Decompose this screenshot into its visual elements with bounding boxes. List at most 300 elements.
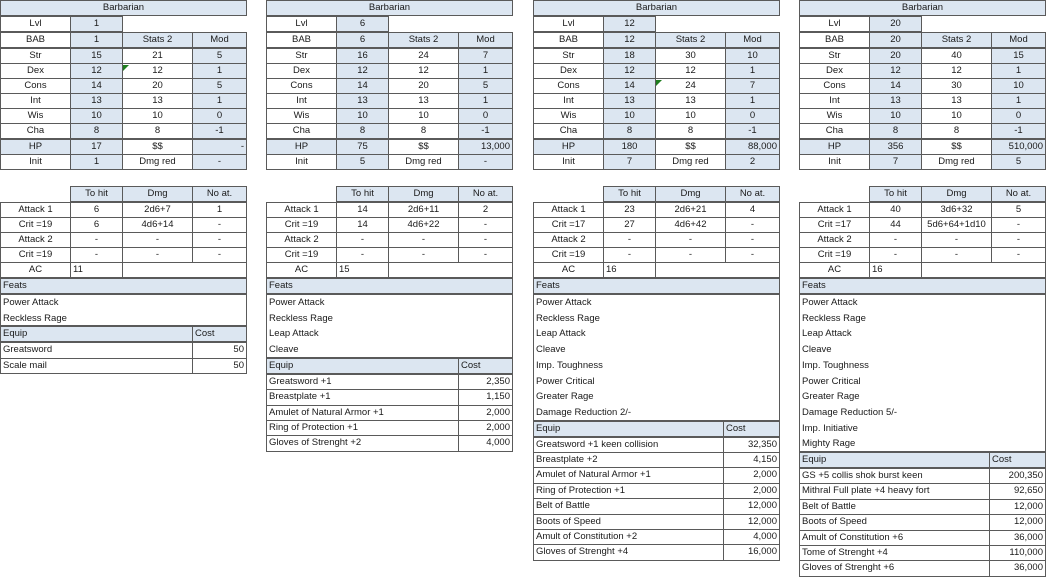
stat-base-cell[interactable]: 12 [70,63,123,79]
ac-blank-cell[interactable] [921,262,1046,278]
stat-base-cell[interactable]: 12 [869,63,922,79]
sheet-title-cell[interactable]: Barbarian [533,0,780,16]
dmg-red-label-cell[interactable]: Dmg red [921,154,992,170]
stat-name-cell[interactable]: Cons [0,78,71,94]
init-label-cell[interactable]: Init [799,154,870,170]
stat-base-cell[interactable]: 14 [70,78,123,94]
attack-dmg-cell[interactable]: 4d6+42 [655,217,726,233]
stat-base-cell[interactable]: 14 [869,78,922,94]
ac-value-cell[interactable]: 11 [70,262,123,278]
hp-value-cell[interactable]: 75 [336,139,389,155]
stat-base-cell[interactable]: 14 [336,78,389,94]
attack-tohit-cell[interactable]: - [603,247,656,263]
stat-stats2-cell[interactable]: 13 [122,93,193,109]
stat-stats2-cell[interactable]: 10 [921,108,992,124]
attack-tohit-cell[interactable]: 27 [603,217,656,233]
gp-value-cell[interactable]: 13,000 [458,139,513,155]
attack-noat-cell[interactable]: - [458,247,513,263]
attack-noat-cell[interactable]: - [192,232,247,248]
equip-cost-cell[interactable]: 36,000 [989,530,1046,546]
stat-mod-cell[interactable]: 5 [458,78,513,94]
attack-dmg-cell[interactable]: - [388,232,459,248]
attack-name-cell[interactable]: Attack 2 [799,232,870,248]
equip-cost-cell[interactable]: 32,350 [723,437,780,453]
ac-blank-cell[interactable] [388,262,513,278]
stat-name-cell[interactable]: Wis [266,108,337,124]
attack-name-cell[interactable]: Attack 1 [799,202,870,218]
attack-name-cell[interactable]: Crit =19 [266,217,337,233]
attack-tohit-cell[interactable]: - [70,247,123,263]
equip-cost-cell[interactable]: 12,000 [989,514,1046,530]
equip-item-cell[interactable]: GS +5 collis shok burst keen [799,468,990,484]
stat-stats2-cell[interactable]: 12 [655,63,726,79]
attack-tohit-cell[interactable]: 6 [70,217,123,233]
stat-mod-cell[interactable]: 1 [725,93,780,109]
stat-name-cell[interactable]: Wis [0,108,71,124]
stat-name-cell[interactable]: Dex [533,63,604,79]
stat-stats2-cell[interactable]: 8 [122,123,193,139]
feat-item[interactable]: Imp. Toughness [536,359,603,371]
hp-value-cell[interactable]: 356 [869,139,922,155]
attack-noat-cell[interactable]: 4 [725,202,780,218]
init-value-cell[interactable]: 7 [869,154,922,170]
attack-name-cell[interactable]: Attack 1 [533,202,604,218]
bab-label-cell[interactable]: BAB [799,32,870,48]
stat-mod-cell[interactable]: -1 [458,123,513,139]
stat-mod-cell[interactable]: 0 [725,108,780,124]
stat-name-cell[interactable]: Cons [266,78,337,94]
equip-cost-cell[interactable]: 200,350 [989,468,1046,484]
hp-value-cell[interactable]: 180 [603,139,656,155]
gp-value-cell[interactable]: 88,000 [725,139,780,155]
hp-label-cell[interactable]: HP [266,139,337,155]
gp-value-cell[interactable]: 510,000 [991,139,1046,155]
gp-value-cell[interactable]: - [192,139,247,155]
stat-name-cell[interactable]: Int [533,93,604,109]
init-label-cell[interactable]: Init [266,154,337,170]
sheet-title-cell[interactable]: Barbarian [0,0,247,16]
attack-noat-cell[interactable]: 1 [192,202,247,218]
attack-name-cell[interactable]: Attack 1 [0,202,71,218]
comment-marker-icon[interactable] [656,80,662,86]
feat-item[interactable]: Leap Attack [269,328,319,340]
mod-header-cell[interactable]: Mod [192,32,247,48]
attack-dmg-cell[interactable]: 5d6+64+1d10 [921,217,992,233]
feat-item[interactable]: Greater Rage [536,391,594,403]
stat-stats2-cell[interactable]: 10 [122,108,193,124]
attack-dmg-cell[interactable]: - [122,232,193,248]
stat-mod-cell[interactable]: 0 [991,108,1046,124]
equip-cost-cell[interactable]: 12,000 [723,498,780,514]
attack-noat-cell[interactable]: 2 [458,202,513,218]
tohit-header-cell[interactable]: To hit [70,186,123,202]
attack-name-cell[interactable]: Crit =19 [533,247,604,263]
attack-name-cell[interactable]: Crit =19 [799,247,870,263]
attack-noat-cell[interactable]: - [991,232,1046,248]
attack-noat-cell[interactable]: - [991,217,1046,233]
equip-cost-cell[interactable]: 110,000 [989,545,1046,561]
attack-noat-cell[interactable]: - [192,217,247,233]
attack-tohit-cell[interactable]: 44 [869,217,922,233]
feat-item[interactable]: Cleave [802,344,832,356]
stat-base-cell[interactable]: 10 [336,108,389,124]
attack-tohit-cell[interactable]: 23 [603,202,656,218]
attack-dmg-cell[interactable]: - [388,247,459,263]
attack-noat-cell[interactable]: - [725,232,780,248]
ac-label-cell[interactable]: AC [799,262,870,278]
stat-stats2-cell[interactable]: 13 [388,93,459,109]
dmg-header-cell[interactable]: Dmg [655,186,726,202]
lvl-value-cell[interactable]: 1 [70,16,123,32]
stat-stats2-cell[interactable]: 13 [921,93,992,109]
stat-base-cell[interactable]: 13 [869,93,922,109]
attack-dmg-cell[interactable]: 2d6+11 [388,202,459,218]
bab-value-cell[interactable]: 6 [336,32,389,48]
ac-value-cell[interactable]: 16 [603,262,656,278]
feat-item[interactable]: Power Attack [536,297,592,308]
stat-base-cell[interactable]: 15 [70,48,123,64]
feat-item[interactable]: Cleave [536,344,566,356]
stat-base-cell[interactable]: 8 [869,123,922,139]
stats2-header-cell[interactable]: Stats 2 [122,32,193,48]
equip-cost-cell[interactable]: 2,000 [458,420,513,436]
lvl-label-cell[interactable]: Lvl [533,16,604,32]
equip-item-cell[interactable]: Breastplate +1 [266,389,459,405]
attack-dmg-cell[interactable]: - [921,232,992,248]
attack-dmg-cell[interactable]: 4d6+14 [122,217,193,233]
attack-name-cell[interactable]: Crit =19 [0,247,71,263]
gp-label-cell[interactable]: $$ [655,139,726,155]
stat-mod-cell[interactable]: 10 [725,48,780,64]
stat-mod-cell[interactable]: -1 [991,123,1046,139]
stat-mod-cell[interactable]: 10 [991,78,1046,94]
stat-base-cell[interactable]: 10 [603,108,656,124]
mod-header-cell[interactable]: Mod [458,32,513,48]
feat-item[interactable]: Damage Reduction 2/- [536,406,632,418]
noat-header-cell[interactable]: No at. [458,186,513,202]
stat-name-cell[interactable]: Str [0,48,71,64]
attack-tohit-cell[interactable]: - [869,247,922,263]
stat-mod-cell[interactable]: 7 [458,48,513,64]
bab-value-cell[interactable]: 20 [869,32,922,48]
dmg-header-cell[interactable]: Dmg [122,186,193,202]
lvl-value-cell[interactable]: 6 [336,16,389,32]
stat-mod-cell[interactable]: 1 [458,93,513,109]
equip-cost-cell[interactable]: 4,150 [723,452,780,468]
attack-dmg-cell[interactable]: 2d6+7 [122,202,193,218]
stat-stats2-cell[interactable]: 8 [655,123,726,139]
equip-cost-cell[interactable]: 12,000 [723,514,780,530]
equip-item-cell[interactable]: Gloves of Strenght +4 [533,544,724,560]
attack-tohit-cell[interactable]: - [869,232,922,248]
stat-stats2-cell[interactable]: 40 [921,48,992,64]
attack-noat-cell[interactable]: - [458,232,513,248]
lvl-value-cell[interactable]: 20 [869,16,922,32]
attack-name-cell[interactable]: Crit =19 [266,247,337,263]
stat-base-cell[interactable]: 8 [603,123,656,139]
stat-name-cell[interactable]: Str [533,48,604,64]
dmg-header-cell[interactable]: Dmg [921,186,992,202]
attack-noat-cell[interactable]: - [991,247,1046,263]
hp-label-cell[interactable]: HP [0,139,71,155]
init-value-cell[interactable]: 1 [70,154,123,170]
noat-header-cell[interactable]: No at. [725,186,780,202]
feat-item[interactable]: Power Critical [802,375,861,387]
stat-stats2-cell[interactable]: 30 [921,78,992,94]
attack-tohit-cell[interactable]: - [336,232,389,248]
init-value-cell[interactable]: 5 [336,154,389,170]
stat-stats2-cell[interactable]: 13 [655,93,726,109]
ac-label-cell[interactable]: AC [533,262,604,278]
feat-item[interactable]: Imp. Toughness [802,359,869,371]
hp-value-cell[interactable]: 17 [70,139,123,155]
hp-label-cell[interactable]: HP [799,139,870,155]
ac-label-cell[interactable]: AC [266,262,337,278]
stat-mod-cell[interactable]: 1 [192,63,247,79]
sheet-title-cell[interactable]: Barbarian [266,0,513,16]
attack-dmg-cell[interactable]: 4d6+22 [388,217,459,233]
stat-stats2-cell[interactable]: 12 [388,63,459,79]
stat-stats2-cell[interactable]: 24 [655,78,726,94]
equip-item-cell[interactable]: Belt of Battle [799,499,990,515]
attack-tohit-cell[interactable]: - [336,247,389,263]
attack-tohit-cell[interactable]: 14 [336,202,389,218]
stat-name-cell[interactable]: Wis [799,108,870,124]
stat-stats2-cell[interactable]: 20 [388,78,459,94]
stat-name-cell[interactable]: Str [266,48,337,64]
stat-mod-cell[interactable]: 0 [192,108,247,124]
stat-base-cell[interactable]: 18 [603,48,656,64]
equip-cost-cell[interactable]: 12,000 [989,499,1046,515]
equip-item-cell[interactable]: Greatsword +1 [266,374,459,390]
stats2-header-cell[interactable]: Stats 2 [655,32,726,48]
stat-name-cell[interactable]: Dex [0,63,71,79]
equip-item-cell[interactable]: Boots of Speed [799,514,990,530]
attack-tohit-cell[interactable]: 40 [869,202,922,218]
equip-item-cell[interactable]: Greatsword +1 keen collision [533,437,724,453]
feat-item[interactable]: Mighty Rage [802,438,856,450]
ac-value-cell[interactable]: 15 [336,262,389,278]
stat-name-cell[interactable]: Int [0,93,71,109]
feat-item[interactable]: Reckless Rage [536,312,600,324]
equip-item-cell[interactable]: Mithral Full plate +4 heavy fort [799,483,990,499]
init-value-cell[interactable]: 7 [603,154,656,170]
bab-label-cell[interactable]: BAB [266,32,337,48]
equip-item-cell[interactable]: Ring of Protection +1 [266,420,459,436]
attack-dmg-cell[interactable]: 2d6+21 [655,202,726,218]
dmg-red-value-cell[interactable]: - [458,154,513,170]
stat-stats2-cell[interactable]: 20 [122,78,193,94]
dmg-red-label-cell[interactable]: Dmg red [655,154,726,170]
lvl-value-cell[interactable]: 12 [603,16,656,32]
stat-stats2-cell[interactable]: 8 [921,123,992,139]
stats2-header-cell[interactable]: Stats 2 [388,32,459,48]
noat-header-cell[interactable]: No at. [991,186,1046,202]
mod-header-cell[interactable]: Mod [991,32,1046,48]
stat-name-cell[interactable]: Cha [266,123,337,139]
attack-name-cell[interactable]: Crit =17 [533,217,604,233]
gp-label-cell[interactable]: $$ [388,139,459,155]
stat-name-cell[interactable]: Dex [266,63,337,79]
stat-base-cell[interactable]: 8 [70,123,123,139]
sheet-title-cell[interactable]: Barbarian [799,0,1046,16]
feat-item[interactable]: Power Attack [802,297,858,308]
stat-stats2-cell[interactable]: 30 [655,48,726,64]
stat-stats2-cell[interactable]: 10 [388,108,459,124]
attack-dmg-cell[interactable]: 3d6+32 [921,202,992,218]
equip-item-cell[interactable]: Scale mail [0,358,193,374]
stat-mod-cell[interactable]: 5 [192,78,247,94]
attack-name-cell[interactable]: Attack 1 [266,202,337,218]
equip-cost-cell[interactable]: 1,150 [458,389,513,405]
stat-name-cell[interactable]: Dex [799,63,870,79]
lvl-label-cell[interactable]: Lvl [0,16,71,32]
feat-item[interactable]: Greater Rage [802,391,860,403]
attack-name-cell[interactable]: Attack 2 [266,232,337,248]
stat-base-cell[interactable]: 10 [70,108,123,124]
equip-item-cell[interactable]: Ring of Protection +1 [533,483,724,499]
equip-item-cell[interactable]: Amulet of Natural Armor +1 [266,405,459,421]
noat-header-cell[interactable]: No at. [192,186,247,202]
stat-mod-cell[interactable]: 0 [458,108,513,124]
attack-dmg-cell[interactable]: - [921,247,992,263]
equip-item-cell[interactable]: Belt of Battle [533,498,724,514]
feat-item[interactable]: Power Critical [536,375,595,387]
bab-value-cell[interactable]: 1 [70,32,123,48]
stat-name-cell[interactable]: Cha [0,123,71,139]
dmg-red-value-cell[interactable]: 2 [725,154,780,170]
stat-base-cell[interactable]: 12 [336,63,389,79]
stat-mod-cell[interactable]: 1 [192,93,247,109]
stat-base-cell[interactable]: 12 [603,63,656,79]
dmg-red-value-cell[interactable]: 5 [991,154,1046,170]
attack-noat-cell[interactable]: - [725,247,780,263]
comment-marker-icon[interactable] [123,65,129,71]
lvl-label-cell[interactable]: Lvl [266,16,337,32]
attack-noat-cell[interactable]: - [458,217,513,233]
stat-base-cell[interactable]: 13 [70,93,123,109]
stat-base-cell[interactable]: 8 [336,123,389,139]
gp-label-cell[interactable]: $$ [122,139,193,155]
equip-cost-cell[interactable]: 16,000 [723,544,780,560]
stat-name-cell[interactable]: Str [799,48,870,64]
feat-item[interactable]: Power Attack [269,297,325,308]
bab-label-cell[interactable]: BAB [533,32,604,48]
ac-label-cell[interactable]: AC [0,262,71,278]
stat-mod-cell[interactable]: 15 [991,48,1046,64]
stat-mod-cell[interactable]: 1 [991,63,1046,79]
ac-value-cell[interactable]: 16 [869,262,922,278]
equip-item-cell[interactable]: Breastplate +2 [533,452,724,468]
dmg-red-label-cell[interactable]: Dmg red [388,154,459,170]
feat-item[interactable]: Leap Attack [802,328,852,340]
attack-dmg-cell[interactable]: - [655,247,726,263]
attack-tohit-cell[interactable]: 6 [70,202,123,218]
attack-noat-cell[interactable]: - [725,217,780,233]
stat-name-cell[interactable]: Cons [799,78,870,94]
feat-item[interactable]: Cleave [269,344,299,356]
stat-stats2-cell[interactable]: 21 [122,48,193,64]
equip-cost-cell[interactable]: 2,000 [458,405,513,421]
ac-blank-cell[interactable] [122,262,247,278]
stat-name-cell[interactable]: Int [799,93,870,109]
stat-name-cell[interactable]: Int [266,93,337,109]
equip-item-cell[interactable]: Tome of Strenght +4 [799,545,990,561]
stat-stats2-cell[interactable]: 12 [122,63,193,79]
stat-base-cell[interactable]: 20 [869,48,922,64]
stat-name-cell[interactable]: Cha [799,123,870,139]
init-label-cell[interactable]: Init [533,154,604,170]
feat-item[interactable]: Reckless Rage [269,312,333,324]
equip-item-cell[interactable]: Amulet of Natural Armor +1 [533,467,724,483]
init-label-cell[interactable]: Init [0,154,71,170]
stat-base-cell[interactable]: 14 [603,78,656,94]
stat-mod-cell[interactable]: 7 [725,78,780,94]
stat-mod-cell[interactable]: -1 [192,123,247,139]
ac-blank-cell[interactable] [655,262,780,278]
stat-name-cell[interactable]: Wis [533,108,604,124]
stat-base-cell[interactable]: 16 [336,48,389,64]
feat-item[interactable]: Imp. Initiative [802,422,858,434]
tohit-header-cell[interactable]: To hit [603,186,656,202]
equip-item-cell[interactable]: Boots of Speed [533,514,724,530]
equip-cost-cell[interactable]: 4,000 [458,435,513,451]
equip-cost-cell[interactable]: 2,000 [723,467,780,483]
bab-value-cell[interactable]: 12 [603,32,656,48]
equip-item-cell[interactable]: Gloves of Strenght +2 [266,435,459,451]
stat-name-cell[interactable]: Cons [533,78,604,94]
stat-mod-cell[interactable]: 1 [725,63,780,79]
stat-stats2-cell[interactable]: 8 [388,123,459,139]
feat-item[interactable]: Reckless Rage [802,312,866,324]
stat-stats2-cell[interactable]: 12 [921,63,992,79]
stat-mod-cell[interactable]: -1 [725,123,780,139]
attack-name-cell[interactable]: Crit =17 [799,217,870,233]
equip-item-cell[interactable]: Greatsword [0,342,193,358]
equip-cost-cell[interactable]: 92,650 [989,483,1046,499]
dmg-red-value-cell[interactable]: - [192,154,247,170]
lvl-label-cell[interactable]: Lvl [799,16,870,32]
equip-item-cell[interactable]: Gloves of Strenght +6 [799,560,990,576]
mod-header-cell[interactable]: Mod [725,32,780,48]
stat-mod-cell[interactable]: 1 [991,93,1046,109]
stat-base-cell[interactable]: 10 [869,108,922,124]
stats2-header-cell[interactable]: Stats 2 [921,32,992,48]
stat-mod-cell[interactable]: 5 [192,48,247,64]
attack-dmg-cell[interactable]: - [122,247,193,263]
feat-item[interactable]: Leap Attack [536,328,586,340]
feat-item[interactable]: Damage Reduction 5/- [802,406,898,418]
dmg-header-cell[interactable]: Dmg [388,186,459,202]
feat-item[interactable]: Reckless Rage [3,312,67,324]
attack-tohit-cell[interactable]: - [70,232,123,248]
attack-tohit-cell[interactable]: - [603,232,656,248]
equip-cost-cell[interactable]: 2,000 [723,483,780,499]
tohit-header-cell[interactable]: To hit [336,186,389,202]
stat-base-cell[interactable]: 13 [603,93,656,109]
feat-item[interactable]: Power Attack [3,297,59,308]
hp-label-cell[interactable]: HP [533,139,604,155]
attack-tohit-cell[interactable]: 14 [336,217,389,233]
equip-cost-cell[interactable]: 50 [192,358,247,374]
stat-name-cell[interactable]: Cha [533,123,604,139]
equip-item-cell[interactable]: Amult of Constitution +6 [799,530,990,546]
equip-cost-cell[interactable]: 50 [192,342,247,358]
attack-noat-cell[interactable]: 5 [991,202,1046,218]
attack-name-cell[interactable]: Attack 2 [0,232,71,248]
attack-dmg-cell[interactable]: - [655,232,726,248]
dmg-red-label-cell[interactable]: Dmg red [122,154,193,170]
